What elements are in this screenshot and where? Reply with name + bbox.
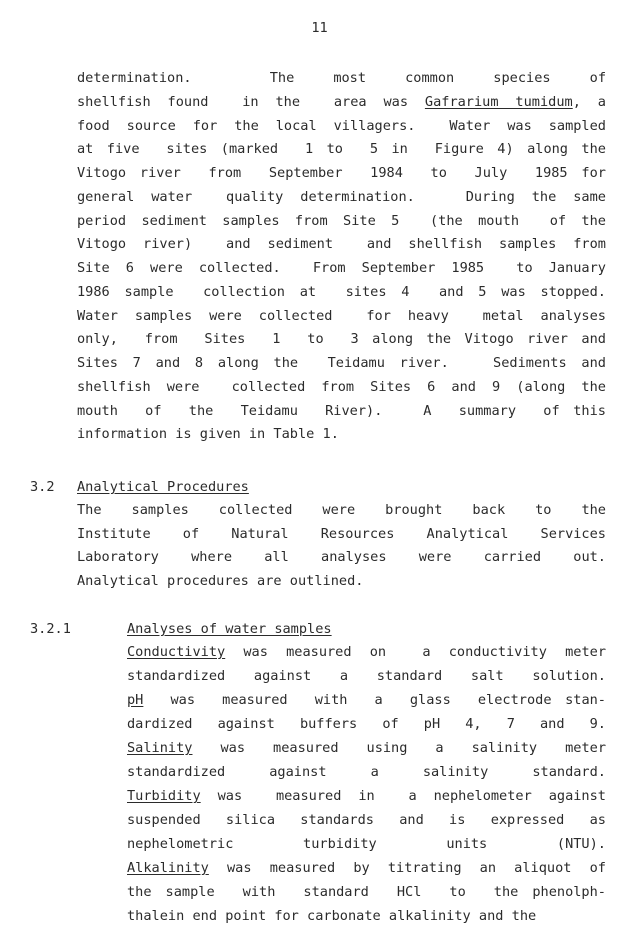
text-line: pH was measured with a glass electrode stan- — [127, 692, 606, 708]
underlined-term: pH — [127, 692, 144, 708]
underlined-term: Salinity — [127, 740, 193, 756]
text-line: at five sites (marked 1 to 5 in Figure 4) along the — [77, 141, 606, 158]
text-line: determination. The most common species of — [77, 70, 606, 86]
underlined-term: Alkalinity — [127, 860, 209, 876]
text-line: Alkalinity was measured by titrating an aliquot of — [127, 860, 606, 876]
text-line: 1986 sample collection at sites 4 and 5 was stopped. — [77, 283, 606, 300]
text-line: Vitogo river) and sediment and shellfish samples from — [77, 236, 606, 253]
text-line: Turbidity was measured in a nephelometer against — [127, 788, 606, 804]
text-line: the sample with standard HCl to the phenolph- — [127, 884, 606, 900]
text-line: only, from Sites 1 to 3 along the Vitogo river and — [77, 331, 606, 348]
text-line: The samples collected were brought back to the — [77, 502, 606, 518]
text-line: Sites 7 and 8 along the Teidamu river. Sediments and — [77, 355, 606, 371]
text-line: Water samples were collected for heavy metal analyses — [77, 307, 606, 324]
underlined-term: Turbidity — [127, 788, 201, 804]
text-line: suspended silica standards and is expressed as — [127, 812, 606, 828]
text-line: standardized against a salinity standard. — [127, 764, 606, 780]
text-line: thalein end point for carbonate alkalinity and the — [127, 908, 537, 924]
text-line: nephelometric turbidity units (NTU). — [127, 836, 606, 852]
text-line: period sediment samples from Site 5 (the mouth of the — [77, 212, 606, 229]
text-line: Analytical procedures are outlined. — [77, 573, 364, 590]
text-line: standardized against a standard salt solution. — [127, 668, 606, 684]
text-line: Site 6 were collected. From September 1985 to January — [77, 260, 606, 276]
text-line: Institute of Natural Resources Analytical Services — [77, 525, 606, 542]
underlined-term: Conductivity — [127, 644, 226, 660]
text-line: Vitogo river from September 1984 to July 1985 for — [77, 165, 606, 181]
text-line: information is given in Table 1. — [77, 426, 339, 443]
text-line: dardized against buffers of pH 4, 7 and 9. — [127, 716, 606, 732]
text-line: shellfish were collected from Sites 6 and 9 (along the — [77, 378, 606, 395]
page-number: 11 — [311, 20, 328, 36]
text-line: Laboratory where all analyses were carried out. — [77, 549, 606, 566]
underlined-term: Gafrarium tumidum — [424, 93, 573, 110]
section-title-analytical-procedures: Analytical Procedures — [77, 479, 249, 495]
section-title-water-samples: Analyses of water samples — [127, 621, 332, 637]
section-number-3-2: 3.2 — [30, 479, 55, 495]
text-line: Salinity was measured using a salinity meter — [127, 740, 606, 756]
section-number-3-2-1: 3.2.1 — [30, 621, 71, 637]
text-line: mouth of the Teidamu River). A summary of this — [77, 402, 606, 419]
text-line: Conductivity was measured on a conductivity meter — [127, 644, 606, 660]
text-line: general water quality determination. During the same — [77, 188, 606, 205]
text-line: food source for the local villagers. Water was sampled — [77, 117, 606, 134]
text-line: shellfish found in the area was Gafrarium tumidum, a — [77, 93, 606, 110]
